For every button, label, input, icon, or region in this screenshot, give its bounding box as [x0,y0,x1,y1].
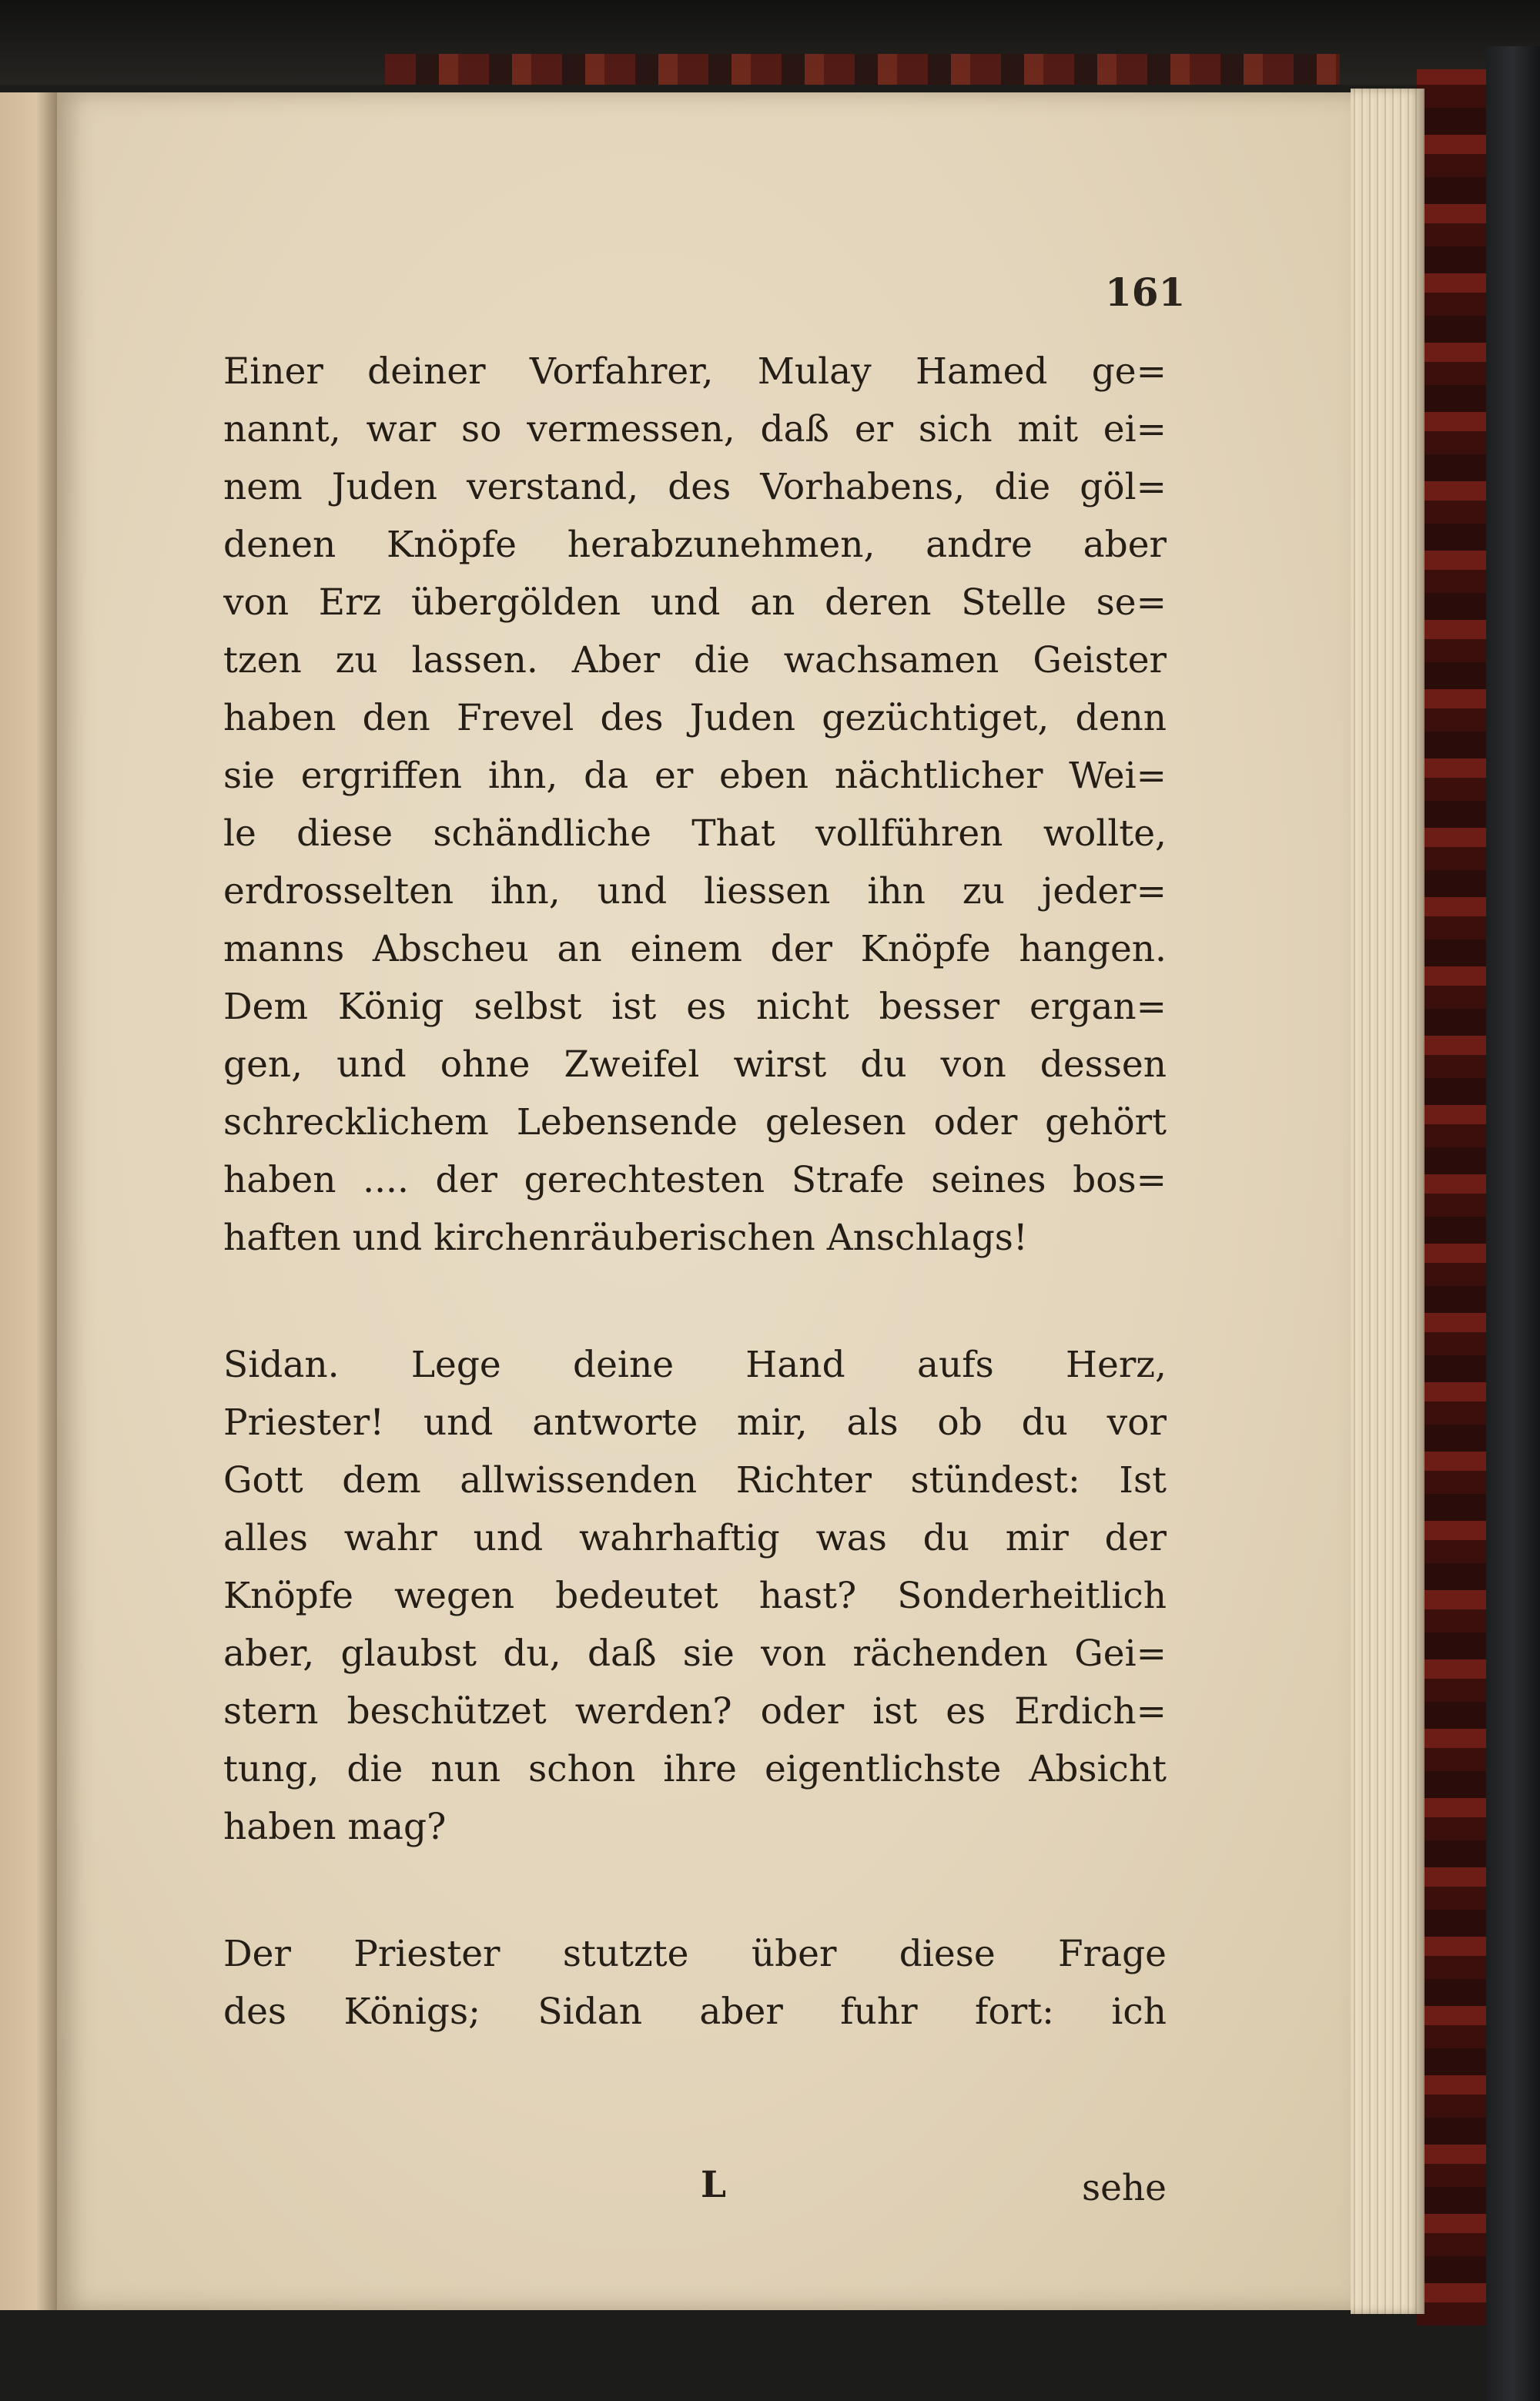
paragraph-spacer [223,1856,1167,1925]
text-line: des Königs; Sidan aber fuhr fort: ich [223,1991,1167,2033]
text-line: erdrosselten ihn, und liessen ihn zu jeder= [223,870,1167,913]
text-line: sie ergriffen ihn, da er eben nächtlicher Wei= [223,755,1167,797]
text-line: gen, und ohne Zweifel wirst du von dessen [223,1043,1167,1086]
text-line: nannt, war so vermessen, daß er sich mit ei= [223,408,1167,450]
text-line: Der Priester stutzte über diese Frage [223,1933,1167,1975]
text-line: denen Knöpfe herabzunehmen, andre aber [223,524,1167,566]
text-line: alles wahr und wahrhaftig was du mir der [223,1517,1167,1559]
text-line: Priester! und antworte mir, als ob du vor [223,1401,1167,1444]
text-line: schrecklichem Lebensende gelesen oder gehört [223,1101,1167,1144]
book-cover-marbled-edge [385,54,1340,85]
paragraph-2 [223,1336,1167,1856]
facing-page-edge [0,92,60,2310]
text-line: haften und kirchenräuberischen Anschlags! [223,1217,1028,1259]
text-line: haben .... der gerechtesten Strafe seines bos= [223,1159,1167,1201]
text-line: Knöpfe wegen bedeutet hast? Sonderheitlich [223,1575,1167,1617]
page-number: 161 [1105,270,1186,315]
signature-mark: L [701,2164,727,2206]
text-line: Sidan. Lege deine Hand aufs Herz, [223,1344,1167,1386]
text-line: haben mag? [223,1806,447,1848]
text-line: tzen zu lassen. Aber die wachsamen Geister [223,639,1167,681]
text-line: Dem König selbst ist es nicht besser ergan= [223,986,1167,1028]
catchword: sehe [1081,2167,1167,2209]
page-text [223,343,1167,2041]
text-line: Einer deiner Vorfahrer, Mulay Hamed ge= [223,350,1167,393]
text-line: manns Abscheu an einem der Knöpfe hangen. [223,928,1167,970]
text-line: Gott dem allwissenden Richter stündest: Ist [223,1459,1167,1502]
text-line: aber, glaubst du, daß sie von rächenden Gei= [223,1632,1167,1675]
page-stack-edges [1351,89,1424,2314]
text-line: le diese schändliche That vollführen wollte, [223,812,1167,855]
text-line: haben den Frevel des Juden gezüchtiget, denn [223,697,1167,739]
text-line: von Erz übergölden und an deren Stelle se= [223,581,1167,624]
text-line: tung, die nun schon ihre eigentlichste Absicht [223,1748,1167,1790]
paragraph-3 [223,1925,1167,2041]
page-footer [223,2164,1167,2225]
paragraph-1 [223,343,1167,1267]
paragraph-spacer [223,1267,1167,1336]
book-spine [1486,46,1540,2401]
text-line: nem Juden verstand, des Vorhabens, die göl= [223,466,1167,508]
book-cover-marbled-side [1417,69,1494,2326]
text-line: stern beschützet werden? oder ist es Erdich= [223,1690,1167,1733]
